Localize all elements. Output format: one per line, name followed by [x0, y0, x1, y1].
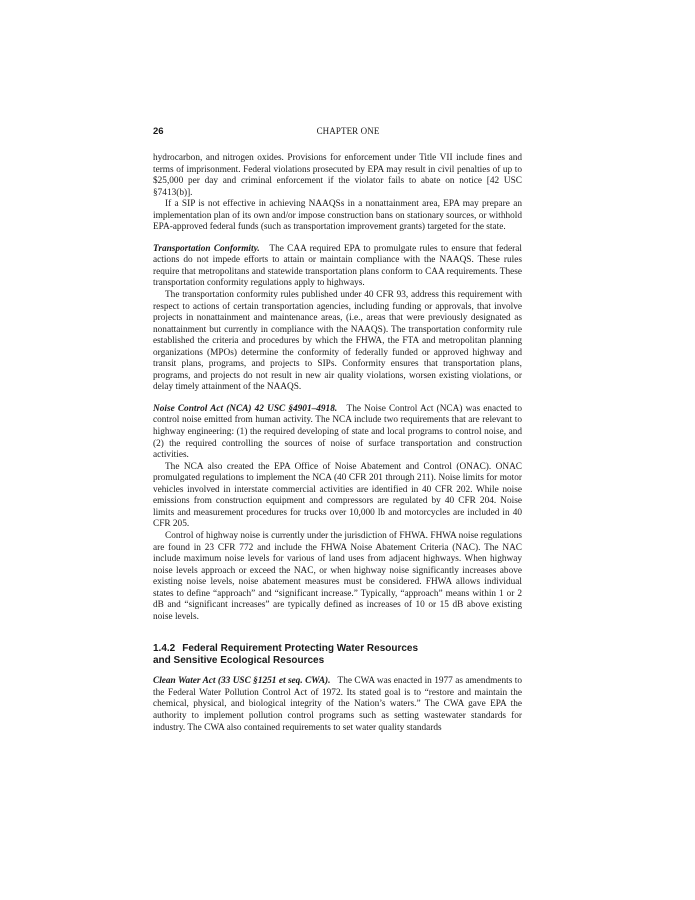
paragraph-text: The transportation conformity rules published under 40 CFR 93, address this requirement with respect to actions of certain transportation agencies, including funding or approvals, that involve projects in nonattainment and maintenance areas, (i.e., areas that were previously designated as nonattainment but currently in compliance with the NAAQS). The transportation conformity rule established the criteria and procedures by which the FHWA, the FTA and metropolitan planning organizations (MPOs) determine the conformity of federally funded or approved highway and transit plans, programs, and projects to SIPs. Conformity ensures that transportation plans, programs, and projects do not result in new air quality violations, worsen existing violations, or delay timely attainment of the NAAQS. — [153, 290, 522, 393]
paragraph-text: The CAA required EPA to promulgate rules to ensure that federal actions do not impede efforts to attain or maintain compliance with the NAAQS. These rules require that metropolitans and statewide transportation plans conform to CAA requirements. These transportation conformity regulations apply to highways. — [153, 243, 522, 289]
paragraph-text: Control of highway noise is currently under the jurisdiction of FHWA. FHWA noise regulations are found in 23 CFR 772 and include the FHWA Noise Abatement Criteria (NAC). The NAC include maximum noise levels for various of land uses from adjacent highways. When highway noise levels approach or exceed the NAC, or when highway noise significantly increases above existing noise levels, noise abatement measures must be considered. FHWA allows individual states to define “approach” and “significant increase.” Typically, “approach” means within 1 or 2 dB and “significant increases” are typically defined as increases of 10 or 15 dB above existing noise levels. — [153, 530, 522, 622]
paragraph-text: The Noise Control Act (NCA) was enacted to control noise emitted from human activity. The NCA include two requirements that are relevant to highway engineering: (1) the required developing of state and local programs to control noise, and (2) the required controlling the sources of noise of surface transportation and construction activities. — [153, 403, 523, 461]
section-title-line-2: and Sensitive Ecological Resources — [153, 655, 325, 667]
paragraph — [153, 199, 522, 234]
paragraph-text: The CWA was enacted in 1977 as amendments to the Federal Water Pollution Control Act of 1972. Its stated goal is to “restore and maintain the chemical, physical, and biological integrity of the Nation’s waters.” The CWA gave EPA the authority to implement pollution control programs such as setting wastewater standards for industry. The CWA also contained requirements to set water quality standards — [153, 676, 522, 733]
body-text — [153, 153, 522, 734]
running-head: CHAPTER ONE — [316, 126, 380, 136]
paragraph-text: hydrocarbon, and nitrogen oxides. Provisions for enforcement under Title VII include fines and terms of imprisonment. Federal violations prosecuted by EPA may result in civil penalties of up to $25,000 per day and criminal enforcement if the violator fails to abate on notice [42 USC §7413(b)]. — [153, 153, 522, 198]
section-heading — [153, 643, 522, 667]
page-number: 26 — [153, 126, 164, 137]
run-in-heading: Clean Water Act (33 USC §1251 et seq. CWA). — [153, 676, 331, 687]
paragraph — [153, 462, 522, 531]
paragraph — [153, 404, 522, 462]
page-header — [153, 126, 543, 140]
paragraph — [153, 290, 522, 394]
paragraph — [153, 244, 522, 290]
run-in-heading: Noise Control Act (NCA) 42 USC §4901–4918. — [153, 403, 338, 414]
section-title-line-1: Federal Requirement Protecting Water Resources — [182, 643, 419, 655]
paragraph-text: If a SIP is not effective in achieving NAAQSs in a nonattainment area, EPA may prepare an implementation plan of its own and/or impose construction bans on stationary sources, or withhold EPA-approved federal funds (such as transportation improvement grants) targeted for the state. — [153, 199, 522, 233]
paragraph — [153, 531, 522, 623]
paragraph — [153, 153, 522, 199]
paragraph — [153, 676, 522, 734]
paragraph-text: The NCA also created the EPA Office of Noise Abatement and Control (ONAC). ONAC promulgated regulations to implement the NCA (40 CFR 201 through 211). Noise limits for motor vehicles involved in interstate commercial activities are identified in 40 CFR 202. While noise emissions from construction equipment and compressors are regulated by 40 CFR 204. Noise limits and measurement procedures for trucks over 10,000 lb and motorcycles are included in 40 CFR 205. — [153, 461, 522, 530]
run-in-heading: Transportation Conformity. — [153, 243, 260, 254]
section-number: 1.4.2 — [153, 643, 176, 655]
